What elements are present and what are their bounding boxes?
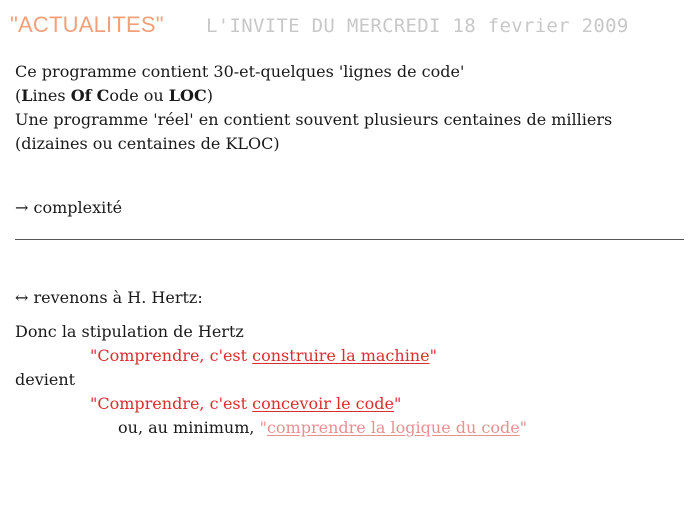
slide-subtitle: L'INVITE DU MERCREDI 18 fevrier 2009	[206, 15, 629, 37]
word-of: Of	[70, 86, 92, 105]
acronym-loc: LOC	[168, 86, 207, 105]
quote2-prefix: "Comprendre, c'est	[90, 394, 253, 413]
hertz-line	[15, 286, 203, 310]
stipulation-paragraph	[15, 320, 527, 440]
letter-c: C	[96, 86, 110, 105]
intro-line-2	[15, 84, 612, 108]
intro-line-4: (dizaines ou centaines de KLOC)	[15, 134, 280, 153]
word-ines: ines	[32, 86, 71, 105]
quote1-suffix: "	[429, 346, 437, 365]
quote2-suffix: "	[393, 394, 402, 413]
complexity-line	[15, 196, 122, 220]
intro-paragraph	[15, 60, 612, 156]
quote3-open: "	[259, 418, 267, 437]
word-ode-ou: ode ou	[109, 86, 169, 105]
left-right-arrow-icon: ↔	[15, 288, 29, 307]
right-arrow-icon: →	[15, 198, 29, 217]
intro-line-1: Ce programme contient 30-et-quelques 'lignes de code'	[15, 62, 465, 81]
minimum-prefix: ou, au minimum,	[118, 418, 260, 437]
paren-open: (	[15, 86, 22, 105]
horizontal-divider	[15, 239, 684, 240]
paren-close: )	[206, 86, 213, 105]
quote1-prefix: "Comprendre, c'est	[90, 346, 253, 365]
devient-line: devient	[15, 370, 76, 389]
quote3-close: "	[519, 418, 528, 437]
complexity-text: complexité	[28, 198, 123, 217]
intro-line-3: Une programme 'réel' en contient souvent plusieurs centaines de milliers	[15, 110, 613, 129]
quote-concevoir	[15, 392, 527, 416]
quote2-underlined: concevoir le code	[252, 394, 394, 413]
letter-l: L	[21, 86, 33, 105]
minimum-line	[15, 416, 527, 440]
quote-construire	[15, 344, 527, 368]
section-title: "ACTUALITES"	[10, 12, 164, 37]
quote1-underlined: construire la machine	[252, 346, 430, 365]
slide-header	[10, 12, 685, 40]
quote3-underlined: comprendre la logique du code	[266, 418, 520, 437]
hertz-text: revenons à H. Hertz:	[28, 288, 203, 307]
stipulation-line: Donc la stipulation de Hertz	[15, 322, 244, 341]
